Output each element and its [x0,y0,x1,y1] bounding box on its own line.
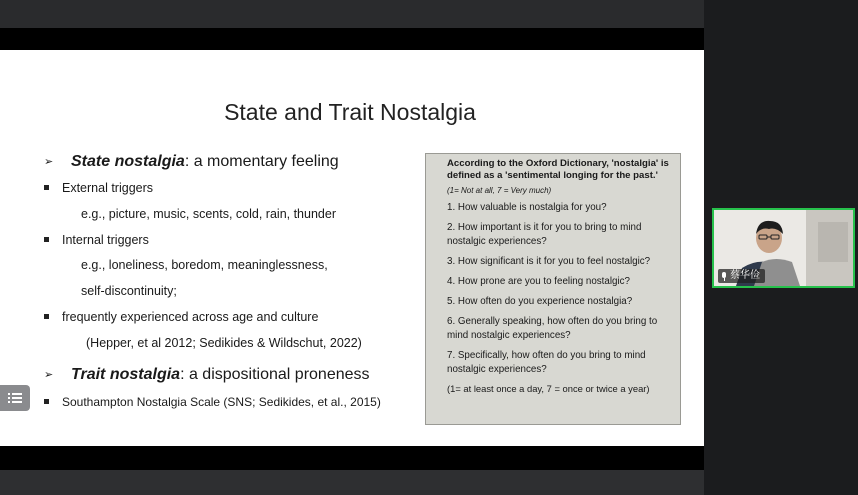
internal-triggers-examples: e.g., loneliness, boredom, meaninglessness, [81,258,328,272]
nostalgia-scale-box [425,153,681,425]
participant-name-tag [718,269,765,283]
scale-question: 6. Generally speaking, how often do you bring to mind nostalgic experiences? [447,316,658,341]
top-bar [0,0,704,28]
square-bullet-icon [44,314,49,319]
microphone-icon [721,272,727,281]
external-triggers-examples: e.g., picture, music, scents, cold, rain, thunder [81,207,336,221]
scale-question: 1. How valuable is nostalgia for you? [447,202,607,213]
list-icon [8,392,22,404]
scale-footer: (1= at least once a day, 7 = once or twice a year) [447,383,650,394]
slide-frame [0,28,704,470]
state-nostalgia-term: State nostalgia [71,153,185,170]
scale-question: 3. How significant is it for you to feel nostalgic? [447,256,651,267]
bottom-bar [0,470,704,495]
scale-question: 4. How prone are you to feeling nostalgic? [447,276,630,287]
arrow-bullet-icon: ➢ [44,156,54,168]
arrow-bullet-icon: ➢ [44,369,54,381]
scale-anchor-note: (1= Not at all, 7 = Very much) [447,186,552,195]
square-bullet-icon [44,185,49,190]
frequency-citation: (Hepper, et al 2012; Sedikides & Wildschut, 2022) [86,336,362,350]
slide-list-button[interactable] [0,385,30,411]
slide: State and Trait Nostalgia ➢ State nostalgia: a momentary feeling External triggers e.g., picture, music, scents, cold, rain, thunder Internal triggers e.g., loneliness, boredom, meaninglessness, self-discontinuity; frequently experienced across age and culture (Hepper, et al 2012; Sedikides & Wildschut, 2022) ➢ Trait nostalgia: a dispositional proneness Southampton Nostalgia Scale (SNS; Sedikides, et al., 2015) According to the Oxford Dictionary, 'nostalgia' is defined as a 'sentimental longing for the past.' (1= Not at all, 7 = Very much) 1. How valuable is nostalgia for you? 2. How important is it for you to bring to mind nostalgic experiences? 3. How significant is it for you to feel nostalgic? 4. How prone are you to feeling nostalgic? 5. How often do you experience nostalgia? 6. Generally speaking, how often do you bring to mind nostalgic experiences? 7. Specifically, how often do you bring to mind nostalgic experiences? (1= at least once a day, 7 = once or twice a year) [0,50,704,446]
square-bullet-icon [44,399,49,404]
scale-question: 7. Specifically, how often do you bring to mind nostalgic experiences? [447,350,646,375]
scale-intro: According to the Oxford Dictionary, 'nostalgia' is defined as a 'sentimental longing for the past.' [447,158,669,181]
square-bullet-icon [44,237,49,242]
participant-video-tile[interactable] [712,208,855,288]
trait-nostalgia-term: Trait nostalgia [71,366,181,383]
slide-title: State and Trait Nostalgia [224,99,476,125]
trait-nostalgia-definition: : a dispositional proneness [180,366,370,383]
scale-question: 5. How often do you experience nostalgia? [447,296,633,307]
internal-triggers-examples-cont: self-discontinuity; [81,284,177,298]
participant-name: 蔡华俭 [730,270,760,281]
scale-question: 2. How important is it for you to bring to mind nostalgic experiences? [447,222,642,247]
state-nostalgia-definition: : a momentary feeling [184,153,339,170]
